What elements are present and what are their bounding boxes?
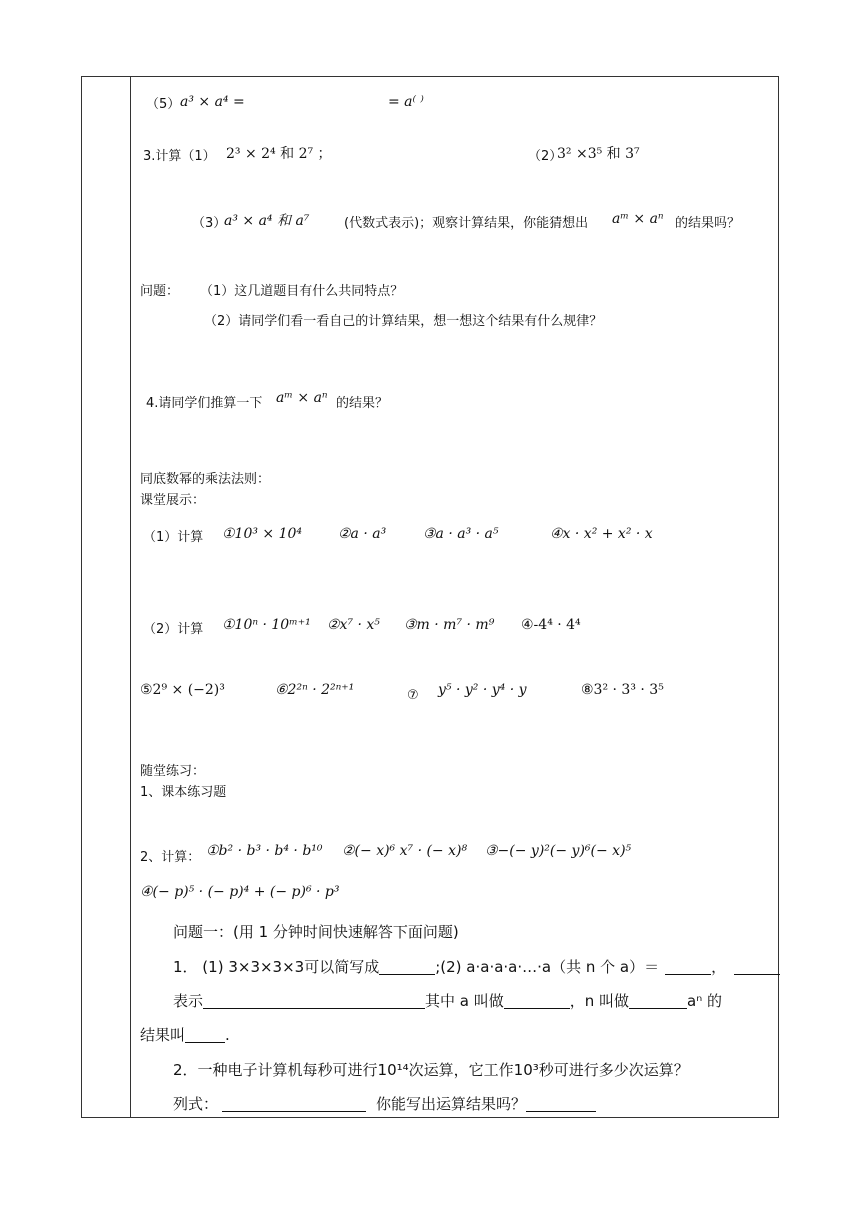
- q3-3-label: （3）: [192, 216, 227, 231]
- problem1-2d: aⁿ 的: [687, 992, 722, 1010]
- calc2-f: ⑥2²ⁿ · 2²ⁿ⁺¹: [275, 682, 355, 698]
- q3-3-expr-amn: aᵐ × aⁿ: [612, 211, 664, 227]
- q4-expr: aᵐ × aⁿ: [276, 390, 328, 406]
- practice-title: 随堂练习：: [140, 764, 206, 779]
- calc2-h: ⑧3² · 3³ · 3⁵: [581, 682, 664, 698]
- problem2-2a: 列式：: [173, 1095, 219, 1113]
- practice-2-d: ④(− p)⁵ · (− p)⁴ + (− p)⁶ · p³: [140, 884, 340, 900]
- calc2-d: ④-4⁴ · 4⁴: [521, 617, 581, 633]
- problem1-line2: [173, 991, 722, 1011]
- q5-label: （5）: [146, 97, 181, 112]
- blank-4[interactable]: [203, 994, 425, 1009]
- class-show: 课堂展示：: [140, 493, 206, 508]
- calc2-g: ⑦: [407, 688, 419, 703]
- blank-9[interactable]: [526, 1097, 596, 1112]
- practice-2-b: ②(− x)⁶ x⁷ · (− x)⁸: [342, 843, 468, 859]
- calc1-a: ①10³ × 10⁴: [222, 526, 303, 542]
- calc2-b: ②x⁷ · x⁵: [327, 617, 380, 633]
- calc2-g-expr: y⁵ · y² · y⁴ · y: [438, 682, 527, 698]
- practice-2-a: ①b² · b³ · b⁴ · b¹⁰: [206, 843, 323, 859]
- calc2-e: ⑤2⁹ × (−2)³: [140, 682, 225, 698]
- q4-text: 4.请同学们推算一下: [146, 396, 263, 411]
- q3-label2: （2）: [528, 149, 563, 164]
- problem1-1a: 1． (1) 3×3×3×3可以简写成: [173, 958, 380, 976]
- blank-2[interactable]: [665, 960, 711, 975]
- blank-5[interactable]: [504, 994, 570, 1009]
- question-label: 问题：: [140, 284, 180, 299]
- q3-expr2: 3² ×3⁵ 和 3⁷: [557, 146, 640, 162]
- question-1: （1）这几道题目有什么共同特点？: [200, 284, 404, 299]
- calc1-d: ④x · x² + x² · x: [550, 526, 653, 542]
- q4-tail: 的结果？: [336, 396, 389, 411]
- problem2-2b: 你能写出运算结果吗？: [376, 1095, 527, 1113]
- blank-6[interactable]: [629, 994, 687, 1009]
- problem1-1b: ;(2) a·a·a·a·…·a（共 n 个 a）＝: [435, 958, 660, 976]
- problem2-text: 2．一种电子计算机每秒可进行10¹⁴次运算，它工作10³秒可进行多少次运算？: [173, 1061, 689, 1079]
- practice-2-label: 2、计算：: [140, 850, 201, 865]
- problem1-line1: [173, 957, 780, 977]
- calc1-c: ③a · a³ · a⁵: [423, 526, 499, 542]
- q3-expr1: 2³ × 2⁴ 和 2⁷ ；: [226, 146, 332, 162]
- problem1-line3: [140, 1025, 230, 1045]
- left-column: [82, 77, 131, 1117]
- problem1-3b: .: [225, 1026, 230, 1044]
- blank-8[interactable]: [222, 1097, 366, 1112]
- blank-3[interactable]: [734, 960, 780, 975]
- q3-3-tail: 的结果吗？: [675, 216, 741, 231]
- rule-title: 同底数幂的乘法法则：: [140, 472, 271, 487]
- q3-3-expr: a³ × a⁴ 和 a⁷: [224, 213, 310, 229]
- q5-rhs: = a⁽ ⁾: [388, 94, 424, 110]
- calc2-c: ③m · m⁷ · m⁹: [404, 617, 495, 633]
- practice-2-c: ③−(− y)²(− y)⁶(− x)⁵: [485, 843, 632, 859]
- question-2: （2）请同学们看一看自己的计算结果，想一想这个结果有什么规律？: [204, 314, 603, 329]
- q3-3-text: (代数式表示)；观察计算结果，你能猜想出: [344, 216, 589, 231]
- problem1-2a: 表示: [173, 992, 204, 1010]
- calc2-label: （2）计算: [143, 622, 204, 637]
- blank-1[interactable]: [379, 960, 435, 975]
- problem1-2b: 其中 a 叫做: [425, 992, 504, 1010]
- blank-7[interactable]: [185, 1028, 225, 1043]
- practice-1: 1、课本练习题: [140, 785, 227, 800]
- q5-expr: a³ × a⁴ =: [180, 94, 245, 110]
- q3-label: 3.计算（1）: [143, 149, 216, 164]
- problem1-1c: ，: [711, 958, 727, 976]
- calc1-b: ②a · a³: [338, 526, 387, 542]
- problem1-3a: 结果叫: [140, 1026, 186, 1044]
- calc1-label: （1）计算: [143, 530, 204, 545]
- problem1-title: 问题一：(用 1 分钟时间快速解答下面问题): [173, 923, 459, 941]
- problem1-2c: ，n 叫做: [569, 992, 630, 1010]
- calc2-a: ①10ⁿ · 10ᵐ⁺¹: [222, 617, 311, 633]
- problem2-line2: [173, 1094, 596, 1114]
